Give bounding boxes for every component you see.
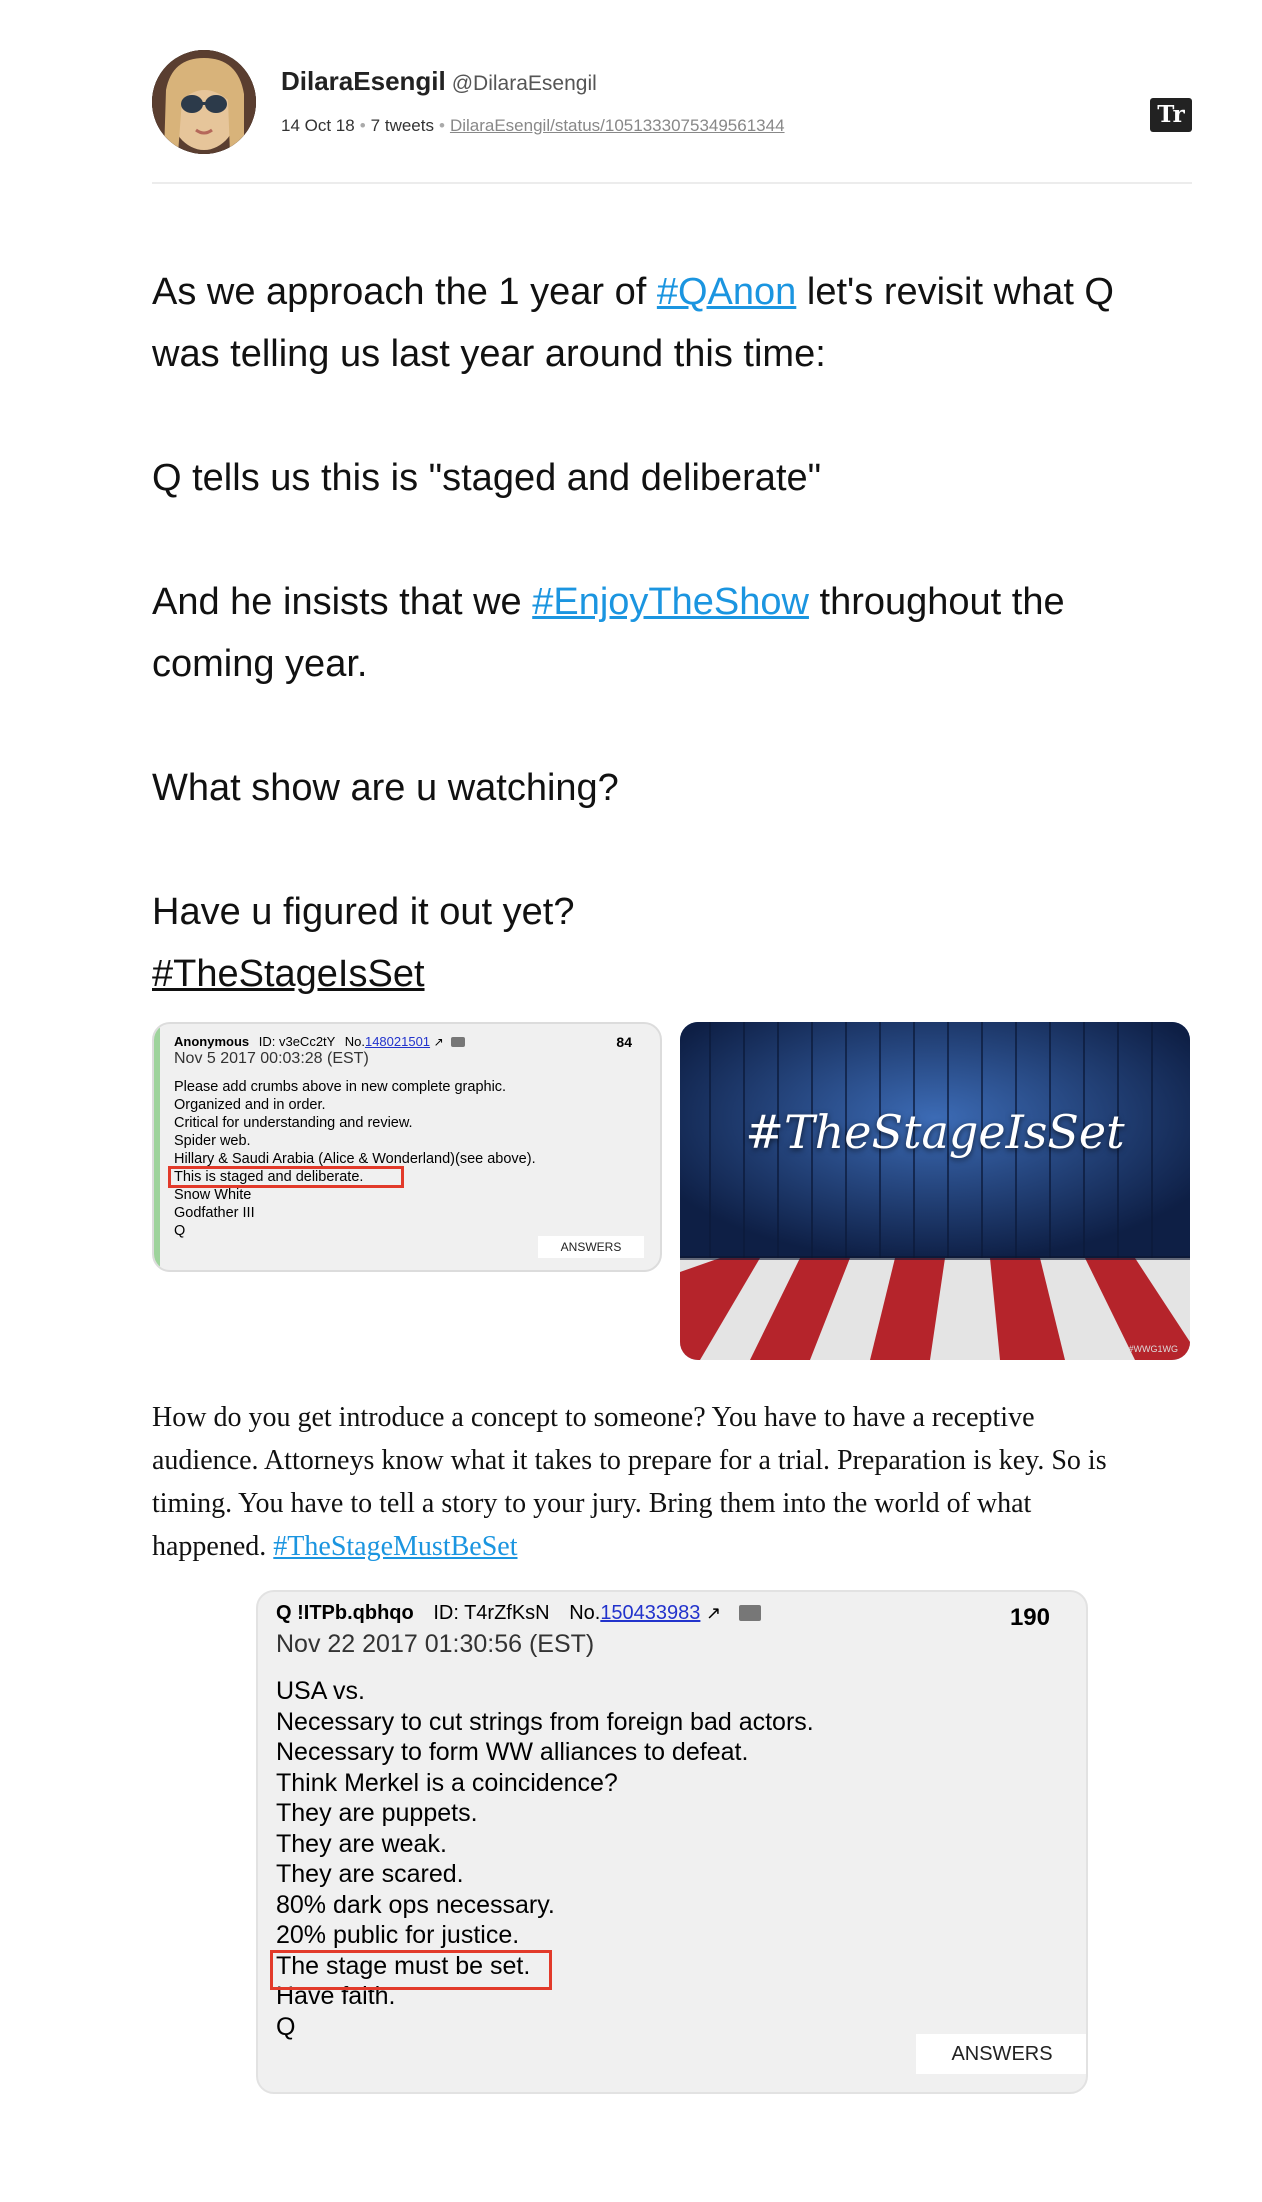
tweet-meta	[281, 116, 785, 136]
post-number-link[interactable]: 150433983	[600, 1602, 701, 1624]
post-line: Godfather III	[174, 1205, 255, 1221]
avatar[interactable]	[152, 50, 256, 154]
meta-separator: •	[438, 116, 445, 135]
post-no-label: No.	[569, 1602, 601, 1624]
hashtag-enjoytheshow-link[interactable]: #EnjoyTheShow	[532, 581, 809, 623]
author-handle[interactable]: @DilaraEsengil	[451, 72, 597, 95]
post-line: They are weak.	[276, 1829, 447, 1858]
answers-button[interactable]: ANSWERS	[538, 1236, 644, 1258]
post-header	[174, 1034, 465, 1049]
paragraph-line: timing. You have to tell a story to your jury. Bring them into the world of what	[152, 1488, 1032, 1519]
post-author: Anonymous	[174, 1034, 250, 1049]
tweet-line: was telling us last year around this time:	[152, 333, 826, 375]
author-display-name[interactable]: DilaraEsengil	[281, 66, 446, 96]
post-number-link[interactable]: 148021501	[364, 1034, 431, 1049]
post-line: Q	[174, 1223, 186, 1239]
post-id: ID: T4rZfKsN	[433, 1602, 550, 1624]
tweet-text: let's revisit what Q	[796, 271, 1114, 313]
post-line: Hillary & Saudi Arabia (Alice & Wonderland)(see above).	[174, 1151, 536, 1167]
highlight-box	[168, 1166, 404, 1188]
post-line: Necessary to form WW alliances to defeat.	[276, 1738, 749, 1766]
folder-icon[interactable]	[451, 1037, 465, 1047]
stage-graphic-title: #TheStageIsSet	[745, 1105, 1125, 1159]
highlight-box	[270, 1950, 552, 1990]
external-link-icon[interactable]: ↗	[705, 1603, 722, 1623]
tweet-text: As we approach the 1 year of	[152, 271, 657, 313]
tweet-line: Q tells us this is "staged and deliberate"	[152, 457, 822, 499]
post-line: Snow White	[174, 1187, 252, 1203]
post-date: Nov 22 2017 01:30:56 (EST)	[276, 1630, 595, 1658]
paragraph-line: How do you get introduce a concept to someone? You have to have a receptive	[152, 1402, 1035, 1433]
tweet-line	[152, 262, 1114, 322]
post-line: Critical for understanding and review.	[174, 1115, 413, 1131]
hashtag-thestagemustbeset-link[interactable]: #TheStageMustBeSet	[273, 1531, 518, 1562]
post-line: 80% dark ops necessary.	[276, 1890, 555, 1919]
post-line: They are puppets.	[276, 1799, 478, 1827]
post-line: The stage must be set.	[276, 1951, 531, 1980]
post-screenshot-1[interactable]	[152, 1022, 662, 1272]
status-link[interactable]: DilaraEsengil/status/1051333075349561344	[449, 116, 785, 135]
tweet-line: coming year.	[152, 643, 368, 685]
watermark: #WWG1WG	[1128, 1344, 1178, 1354]
post-line: 20% public for justice.	[276, 1921, 520, 1949]
header-divider	[152, 182, 1192, 184]
answers-button[interactable]: ANSWERS	[916, 2034, 1088, 2074]
paragraph-text: happened.	[152, 1531, 274, 1562]
stage-graphic-image[interactable]	[680, 1022, 1190, 1360]
tweet-date: 14 Oct 18	[281, 116, 355, 135]
tweet-line	[152, 572, 1065, 632]
post-line: Necessary to cut strings from foreign bad actors.	[276, 1707, 814, 1736]
post-line: This is staged and deliberate.	[174, 1169, 364, 1185]
post-header	[276, 1602, 761, 1625]
tweet-line: What show are u watching?	[152, 767, 619, 809]
post-line: Spider web.	[174, 1133, 251, 1149]
external-link-icon[interactable]: ↗	[433, 1035, 444, 1049]
post-line: Q	[276, 2012, 296, 2041]
paragraph-line	[152, 1525, 518, 1568]
threadreader-badge[interactable]: Tr	[1150, 98, 1192, 132]
tweet-line: Have u figured it out yet?	[152, 891, 575, 933]
post-reply-count: 190	[1009, 1604, 1050, 1631]
folder-icon[interactable]	[739, 1605, 761, 1621]
post-no-label: No.	[344, 1034, 365, 1049]
post-author: Q !ITPb.qbhqo	[276, 1602, 414, 1624]
post-screenshot-2[interactable]	[256, 1590, 1088, 2094]
meta-separator: •	[359, 116, 366, 135]
author-name[interactable]	[281, 66, 597, 97]
tweet-text: And he insists that we	[152, 581, 533, 623]
post-line: They are scared.	[276, 1860, 464, 1888]
stage-graphic	[680, 1022, 1190, 1360]
post-date: Nov 5 2017 00:03:28 (EST)	[174, 1050, 369, 1067]
hashtag-qanon-link[interactable]: #QAnon	[656, 271, 797, 313]
post-body	[174, 1078, 536, 1240]
post-id: ID: v3eCc2tY	[258, 1034, 336, 1049]
paragraph-line: audience. Attorneys know what it takes to prepare for a trial. Preparation is key. So is	[152, 1445, 1107, 1476]
post-line: Think Merkel is a coincidence?	[276, 1768, 618, 1797]
post-accent-bar	[154, 1024, 160, 1270]
post-line: Have faith.	[276, 1982, 396, 2010]
post-line: USA vs.	[276, 1677, 365, 1705]
tweet-text: throughout the	[808, 581, 1065, 623]
post-line: Please add crumbs above in new complete graphic.	[174, 1079, 507, 1095]
avatar-photo	[152, 50, 256, 154]
post-reply-count: 84	[616, 1034, 632, 1050]
post-line: Organized and in order.	[174, 1097, 326, 1113]
tweet-count: 7 tweets	[370, 116, 434, 135]
hashtag-thestageisset-link[interactable]: #TheStageIsSet	[152, 953, 425, 995]
